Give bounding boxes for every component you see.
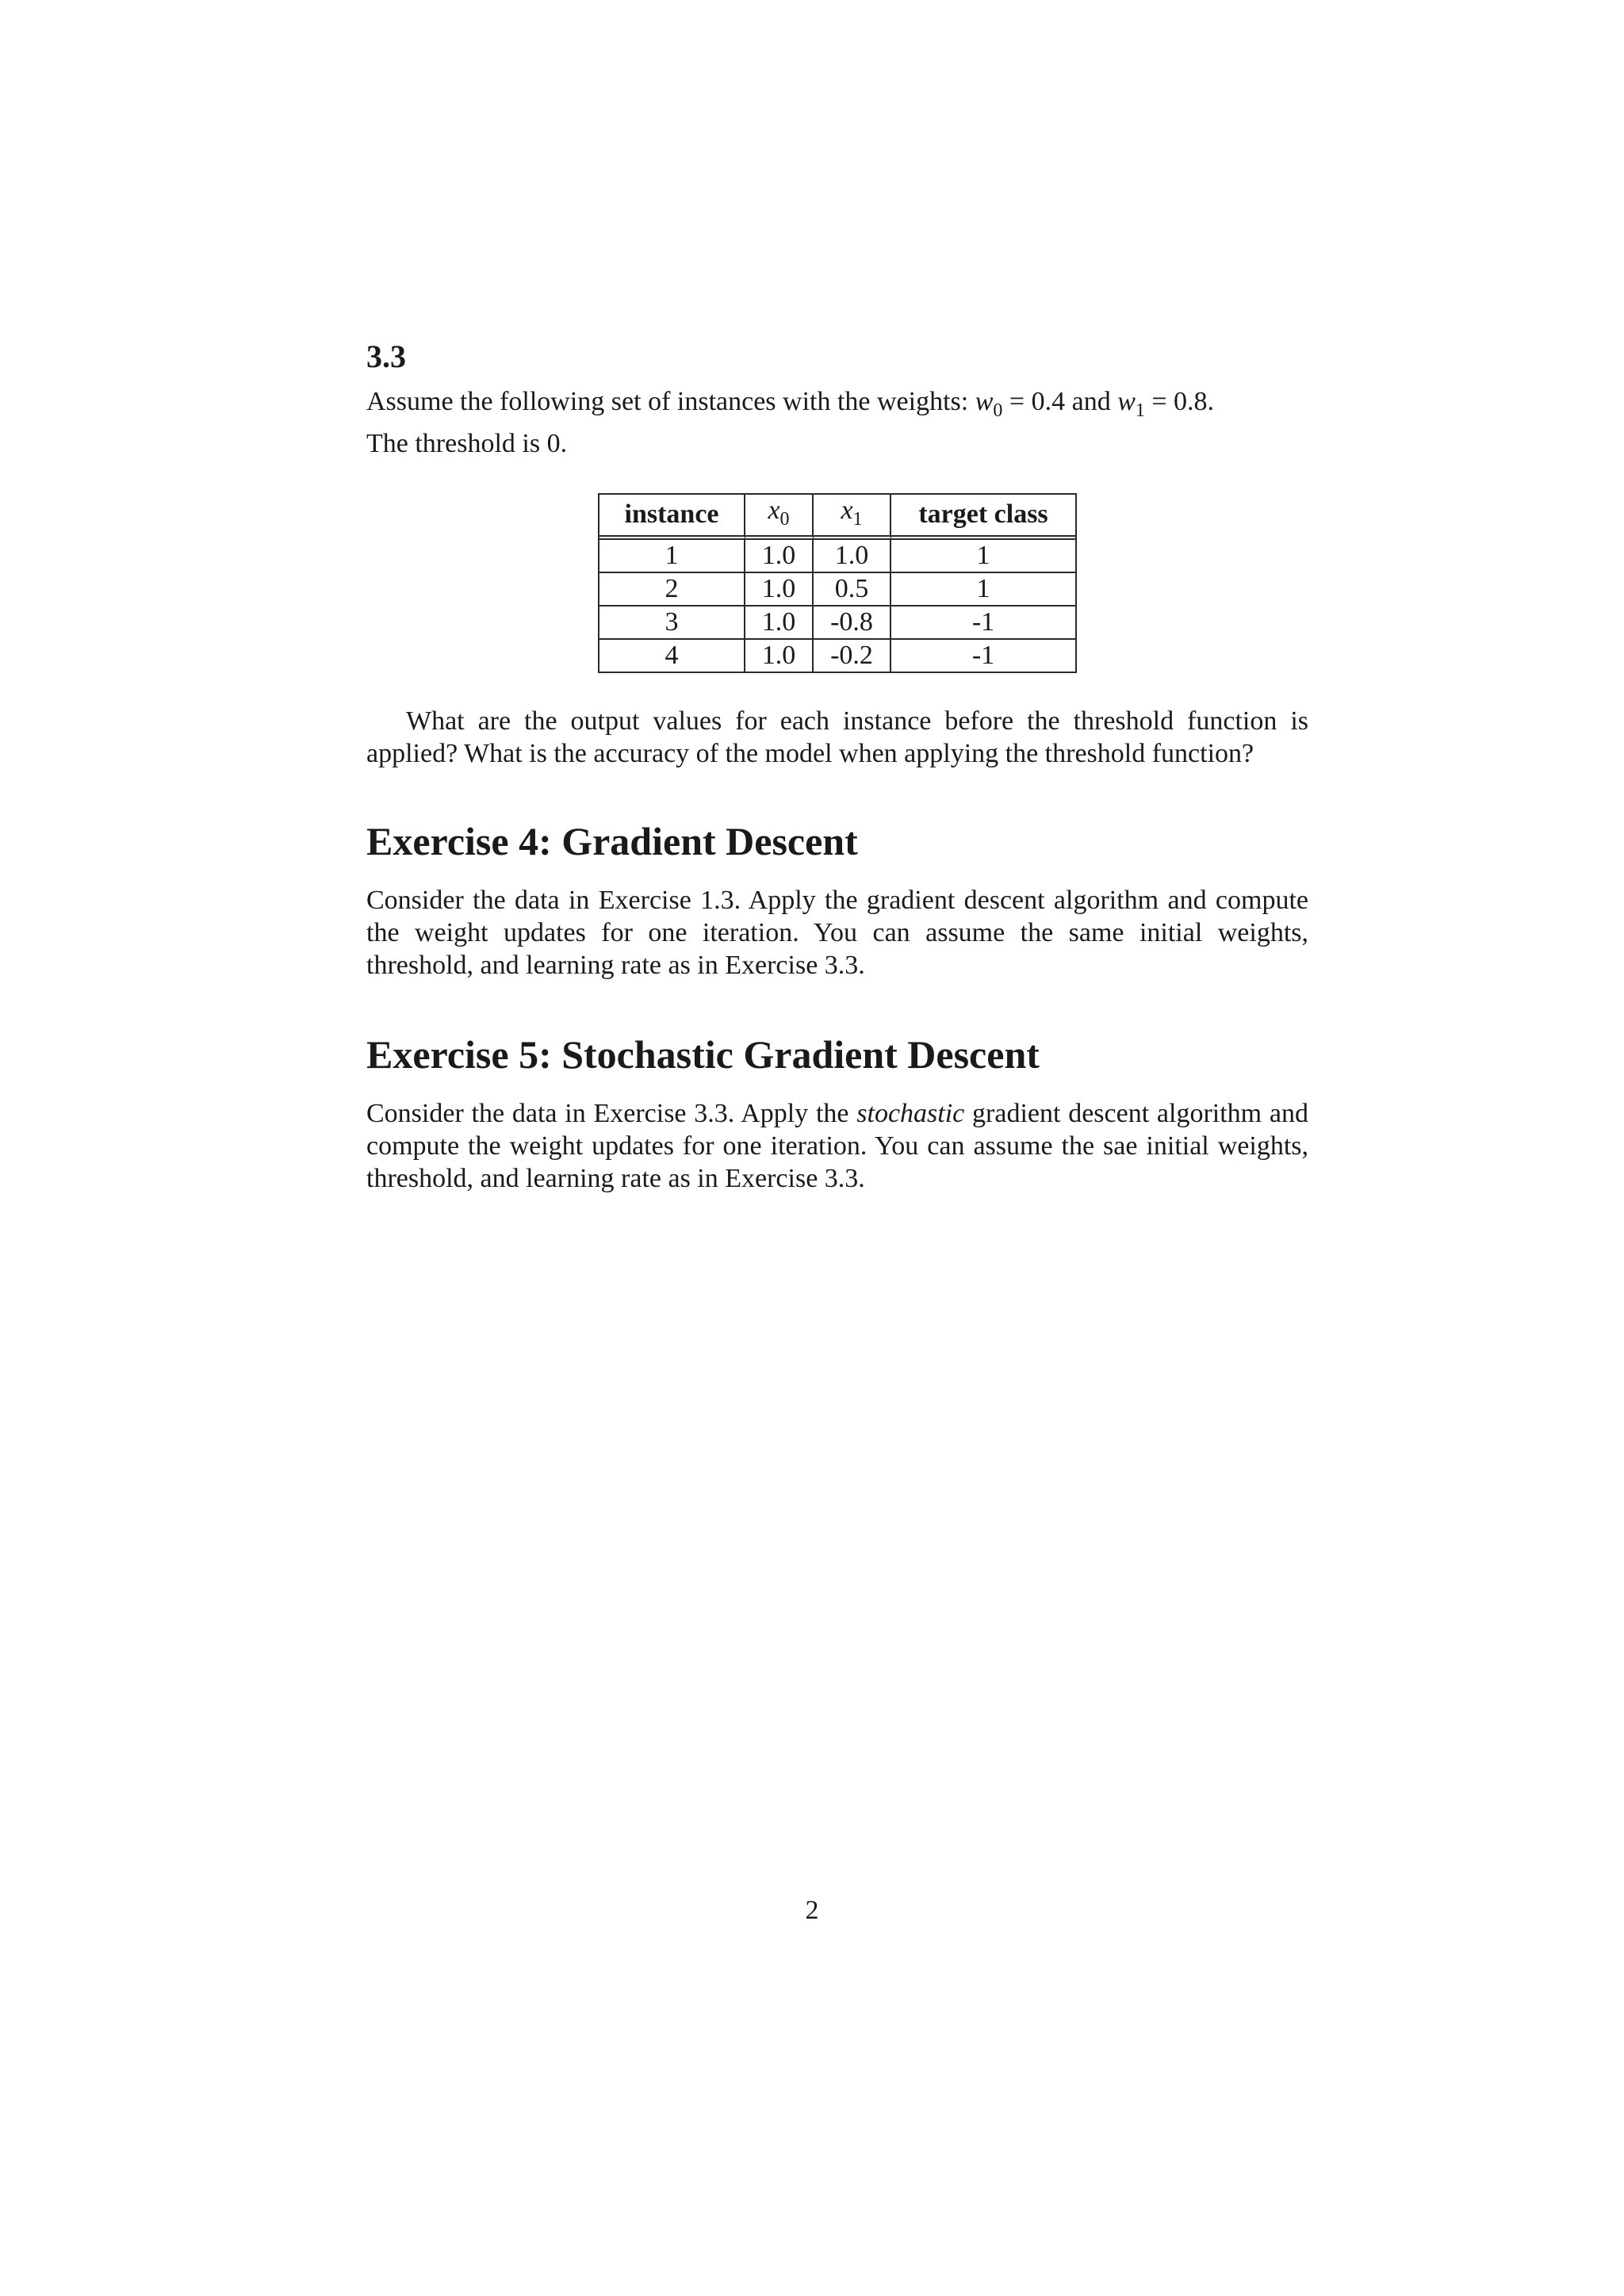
table-row (599, 607, 1075, 640)
header-instance: instance (599, 495, 745, 540)
subsection-title: 3.3 (366, 339, 406, 374)
w0-subscript: 0 (993, 400, 1003, 421)
x1-symbol: x (841, 495, 853, 525)
cell-x0: 1.0 (745, 540, 814, 573)
cell-x1: 0.5 (814, 573, 891, 607)
cell-target: 1 (891, 540, 1075, 573)
w1-symbol: w (1117, 387, 1136, 416)
exercise5-body (366, 1097, 1308, 1195)
exercise5-text-start: Consider the data in Exercise 3.3. Apply the (366, 1098, 857, 1128)
cell-instance: 1 (599, 540, 745, 573)
w1-value: = 0.8. (1144, 387, 1215, 416)
x0-symbol: x (768, 495, 780, 525)
cell-instance: 2 (599, 573, 745, 607)
cell-instance: 3 (599, 607, 745, 640)
cell-x1: -0.8 (814, 607, 891, 640)
exercise4-title: Exercise 4: Gradient Descent (366, 818, 858, 863)
instances-table-wrapper (366, 493, 1308, 673)
table-row (599, 573, 1075, 607)
cell-x0: 1.0 (745, 607, 814, 640)
cell-x0: 1.0 (745, 640, 814, 672)
cell-target: -1 (971, 640, 995, 670)
instances-table (598, 493, 1077, 673)
header-x1 (814, 495, 891, 540)
exercise5-emphasis: stochastic (856, 1098, 965, 1128)
x1-subscript: 1 (852, 508, 863, 530)
x0-subscript: 0 (779, 508, 790, 530)
table-row (599, 540, 1075, 573)
cell-x0: 1.0 (745, 573, 814, 607)
cell-x1: -0.2 (814, 640, 891, 672)
subsection-intro (366, 385, 1308, 460)
exercise4-body: Consider the data in Exercise 1.3. Apply the gradient descent algorithm and compute the weight updates for one iteration. You can assume the same initial weights, threshold, and learning rate as in Exercise 3.3. (366, 885, 1308, 980)
intro-text: Assume the following set of instances with the weights: (366, 387, 975, 416)
table-header-row (599, 495, 1075, 540)
threshold-text: The threshold is 0. (366, 428, 568, 458)
cell-instance: 4 (599, 640, 745, 672)
w1-subscript: 1 (1135, 400, 1145, 421)
w0-value: = 0.4 and (1002, 387, 1118, 416)
page-number: 2 (805, 1896, 819, 1925)
header-x0 (745, 495, 814, 540)
question-paragraph: What are the output values for each instance before the threshold function is applied? What is the accuracy of the model when applying the threshold function? (366, 706, 1308, 768)
table-row (599, 640, 1075, 672)
cell-x1: 1.0 (814, 540, 891, 573)
header-target-class: target class (891, 495, 1075, 540)
exercise5-text-end: gradient descent algorithm and compute the weight updates for one iteration. You can assume the sae initial weights, threshold, and learning rate as in Exercise 3.3. (366, 1098, 1308, 1193)
cell-target: 1 (891, 573, 1075, 607)
exercise5-title: Exercise 5: Stochastic Gradient Descent (366, 1031, 1040, 1077)
page-content (366, 333, 1308, 1195)
w0-symbol: w (975, 387, 994, 416)
cell-target: -1 (891, 607, 1075, 640)
